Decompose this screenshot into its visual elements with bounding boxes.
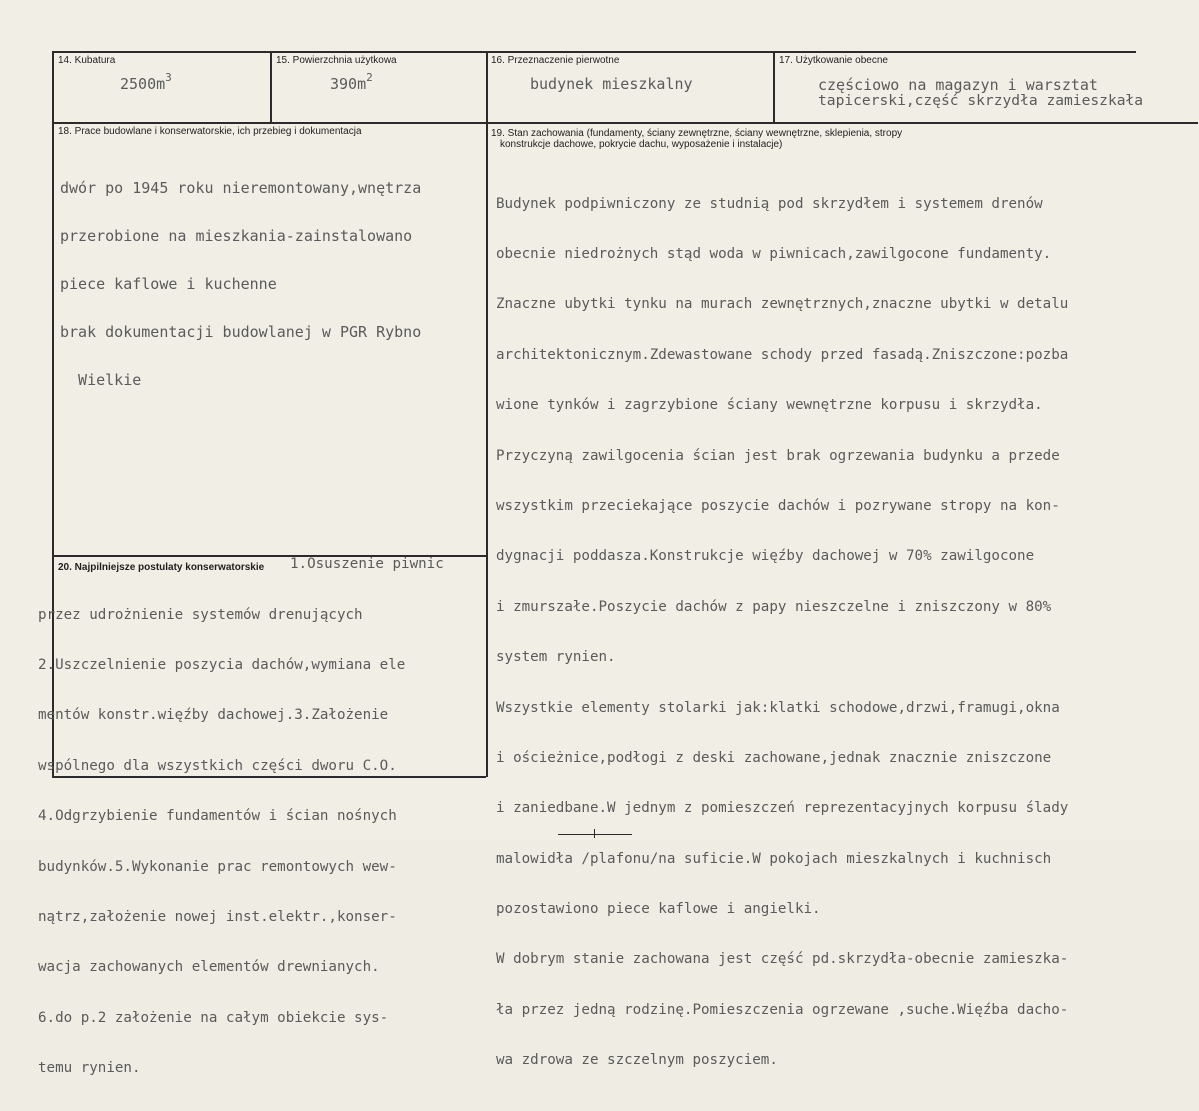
postulaty-line: mentów konstr.więźby dachowej.3.Założenie	[38, 707, 389, 724]
kubatura-number: 2500m	[120, 75, 166, 93]
powierzchnia-number: 390m	[330, 75, 367, 93]
stan-label-1: 19. Stan zachowania (fundamenty, ściany zewnętrzne, ściany wewnętrzne, sklepienia, stropy	[491, 128, 903, 139]
stan-line: wa zdrowa ze szczelnym poszyciem.	[496, 1052, 778, 1069]
stan-line: dygnacji poddasza.Konstrukcje więźby dachowej w 70% zawilgocone	[496, 548, 1035, 565]
stan-text	[496, 162, 1068, 1103]
przeznaczenie-value: budynek mieszkalny	[530, 75, 693, 93]
stan-line: Znaczne ubytki tynku na murach zewnętrznych,znaczne ubytki w detalu	[496, 296, 1069, 313]
kubatura-exponent: 3	[165, 71, 172, 84]
stan-line: wione tynków i zagrzybione ściany wewnętrzne korpusu i skrzydła.	[496, 397, 1043, 414]
powierzchnia-value	[330, 71, 373, 93]
stan-line: i zmurszałe.Poszycie dachów z papy nieszczelne i zniszczony w 80%	[496, 598, 1052, 615]
prace-line: dwór po 1945 roku nieremontowany,wnętrza	[60, 179, 422, 197]
postulaty-line: budynków.5.Wykonanie prac remontowych wew-	[38, 858, 397, 875]
kubatura-label: 14. Kubatura	[58, 55, 116, 66]
stan-line: i ościeżnice,podłogi z deski zachowane,jednak znacznie zniszczone	[496, 749, 1052, 766]
col-rule-2	[486, 51, 488, 777]
postulaty-line: wspólnego dla wszystkich części dworu C.O.	[38, 757, 397, 774]
uzytkowanie-line-1: częściowo na magazyn i warsztat	[818, 76, 1098, 94]
stan-line: Przyczyną zawilgocenia ścian jest brak ogrzewania budynku a przede	[496, 447, 1060, 464]
stan-line: malowidła /plafonu/na suficie.W pokojach mieszkalnych i kuchnisch	[496, 850, 1052, 867]
przeznaczenie-label: 16. Przeznaczenie pierwotne	[491, 55, 620, 66]
postulaty-line: przez udrożnienie systemów drenujących	[38, 606, 363, 623]
stan-line: Budynek podpiwniczony ze studnią pod skrzydłem i systemem drenów	[496, 195, 1043, 212]
prace-text	[60, 148, 421, 420]
uzytkowanie-line-2: tapicerski,część skrzydła zamieszkała	[818, 92, 1144, 109]
prace-line: piece kaflowe i kuchenne	[60, 275, 277, 293]
postulaty-line: 2.Uszczelnienie poszycia dachów,wymiana ele	[38, 656, 406, 673]
postulaty-line: wacja zachowanych elementów drewnianych.	[38, 959, 380, 976]
stan-line: obecnie niedrożnych stąd woda w piwnicach,zawilgocone fundamenty.	[496, 245, 1052, 262]
prace-line: Wielkie	[60, 371, 142, 389]
stan-line: wszystkim przeciekające poszycie dachów i pozrywane stropy na kon-	[496, 497, 1060, 514]
stan-line: Wszystkie elementy stolarki jak:klatki schodowe,drzwi,framugi,okna	[496, 699, 1060, 716]
stan-label-2: konstrukcje dachowe, pokrycie dachu, wyposażenie i instalacje)	[500, 139, 783, 150]
postulaty-line: 6.do p.2 założenie na całym obiekcie sys-	[38, 1009, 389, 1026]
stan-line: W dobrym stanie zachowana jest część pd.skrzydła-obecnie zamieszka-	[496, 951, 1069, 968]
powierzchnia-label: 15. Powierzchnia użytkowa	[276, 55, 397, 66]
kubatura-value	[120, 71, 172, 93]
postulaty-label: 20. Najpilniejsze postulaty konserwatorskie	[58, 562, 265, 573]
prace-label: 18. Prace budowlane i konserwatorskie, ich przebieg i dokumentacja	[58, 126, 362, 137]
postulaty-first-line: 1.Osuszenie piwnic	[290, 556, 444, 572]
top-rule	[52, 51, 1136, 53]
row1-bottom-rule	[52, 122, 1198, 124]
postulaty-line: 4.Odgrzybienie fundamentów i ścian nośnych	[38, 808, 397, 825]
stan-line: ła przez jedną rodzinę.Pomieszczenia ogrzewane ,suche.Więźba dacho-	[496, 1001, 1069, 1018]
col-rule-3	[773, 51, 775, 123]
stan-line: pozostawiono piece kaflowe i angielki.	[496, 901, 821, 918]
postulaty-text	[38, 573, 405, 1111]
powierzchnia-exponent: 2	[366, 71, 373, 84]
col-rule-1	[270, 51, 272, 123]
postulaty-line: nątrz,założenie nowej inst.elektr.,konser-	[38, 908, 397, 925]
stan-line: system rynien.	[496, 649, 616, 666]
stan-line: i zaniedbane.W jednym z pomieszczeń reprezentacyjnych korpusu ślady	[496, 800, 1069, 817]
uzytkowanie-label: 17. Użytkowanie obecne	[779, 55, 888, 66]
prace-line: przerobione na mieszkania-zainstalowano	[60, 227, 413, 245]
postulaty-line: temu rynien.	[38, 1060, 141, 1077]
prace-line: brak dokumentacji budowlanej w PGR Rybno	[60, 323, 422, 341]
stan-line: architektonicznym.Zdewastowane schody przed fasadą.Zniszczone:pozba	[496, 346, 1069, 363]
